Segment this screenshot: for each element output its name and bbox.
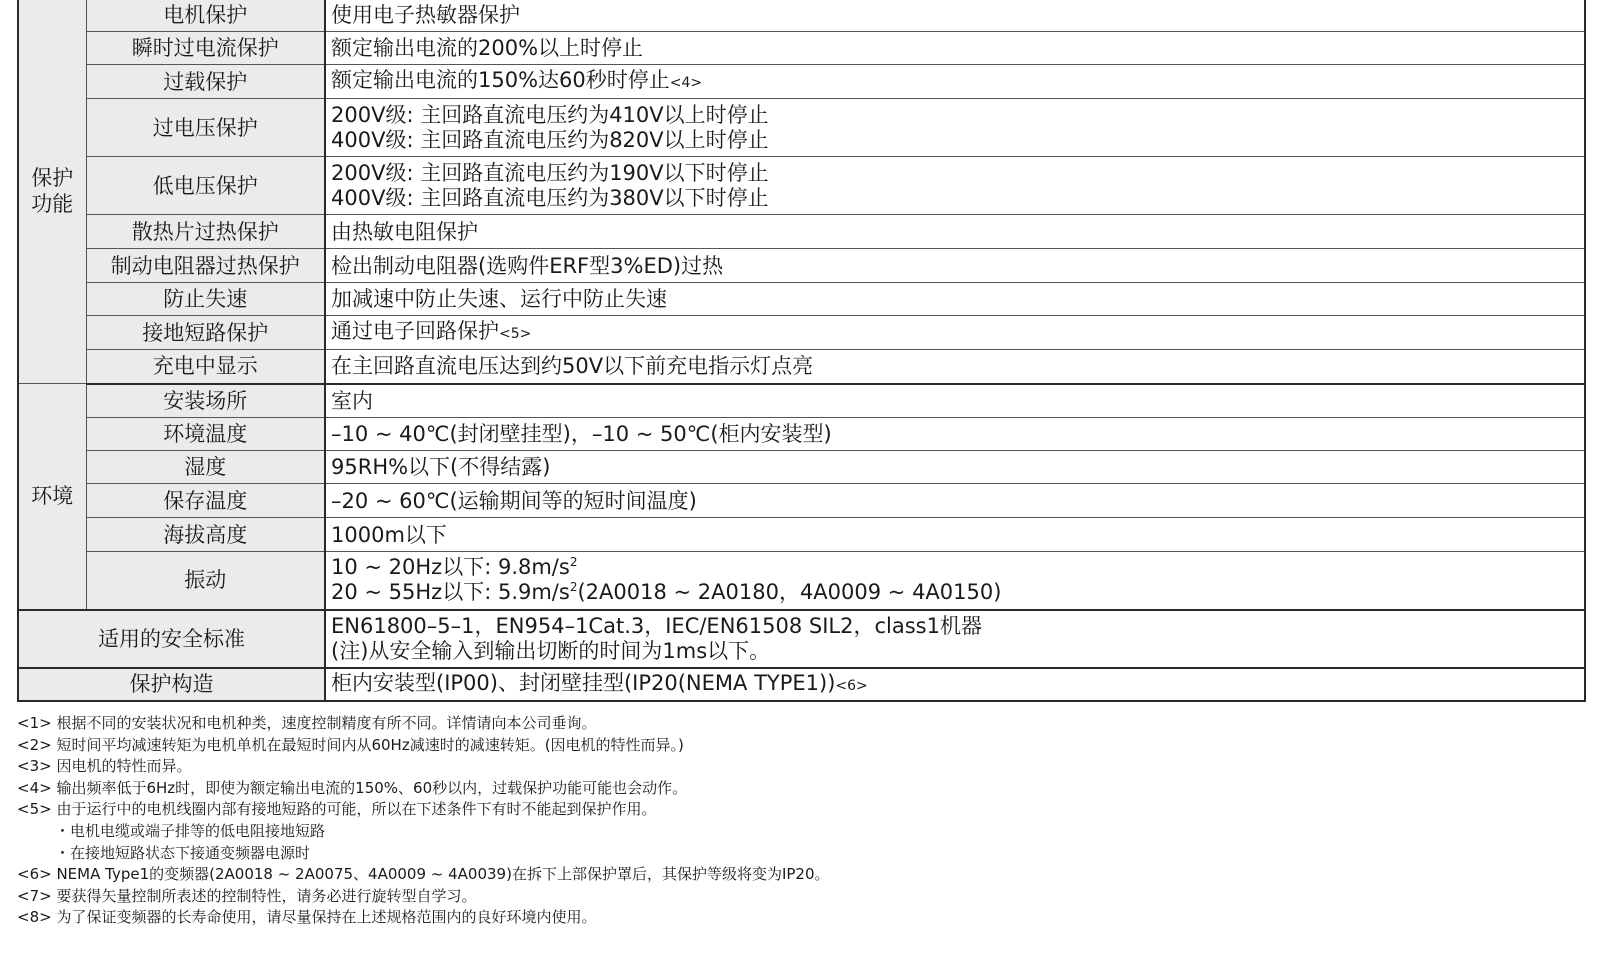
item-label: 制动电阻器过热保护 [86, 249, 325, 283]
item-label: 散热片过热保护 [86, 215, 325, 249]
item-label: 过电压保护 [86, 99, 325, 157]
value-line: 200V级: 主回路直流电压约为410V以上时停止 [331, 102, 769, 127]
footnote: <6> NEMA Type1的变频器(2A0018 ~ 2A0075、4A0009 ~ 4A0039)在拆下上部保护罩后，其保护等级将变为IP20。 [17, 865, 830, 884]
item-value: 由热敏电阻保护 [325, 215, 1585, 249]
footnote-ref: <4> [669, 75, 703, 91]
value-text: 20 ~ 55Hz以下: 5.9m/s [331, 580, 570, 605]
table-row [18, 384, 1585, 418]
value-line: 400V级: 主回路直流电压约为820V以上时停止 [331, 127, 769, 152]
value-text: 额定输出电流的150%达60秒时停止 [331, 68, 670, 92]
group-label: 保护功能 [31, 166, 74, 216]
footnote-ref: <6> [835, 677, 868, 694]
item-label: 瞬时过电流保护 [86, 32, 325, 65]
spec-table [17, 0, 1586, 702]
table-row [18, 316, 1585, 350]
value-line [331, 555, 1584, 580]
item-value [325, 552, 1585, 610]
value-line: 400V级: 主回路直流电压约为380V以下时停止 [331, 185, 769, 210]
footnote: <5> 由于运行中的电机线圈内部有接地短路的可能，所以在下述条件下有时不能起到保护作用。 [17, 800, 657, 819]
item-value [325, 610, 1585, 668]
footnote-bullet: ・在接地短路状态下接通变频器电源时 [55, 843, 311, 862]
item-value [325, 65, 1585, 99]
superscript: 2 [569, 555, 578, 570]
item-label: 电机保护 [86, 0, 325, 32]
item-label: 接地短路保护 [86, 316, 325, 350]
footnote-bullet: ・电机电缆或端子排等的低电阻接地短路 [55, 821, 326, 840]
item-value: 检出制动电阻器(选购件ERF型3%ED)过热 [325, 249, 1585, 283]
item-value: 1000m以下 [325, 518, 1585, 552]
table-row [18, 610, 1585, 668]
table-row [18, 350, 1585, 384]
value-text: 通过电子回路保护 [331, 319, 499, 343]
value-line: EN61800–5–1，EN954–1Cat.3，IEC/EN61508 SIL2，class1机器 [331, 613, 982, 638]
value-line: (注)从安全输入到输出切断的时间为1ms以下。 [331, 638, 771, 663]
table-row [18, 484, 1585, 518]
item-label: 海拔高度 [86, 518, 325, 552]
value-line: 200V级: 主回路直流电压约为190V以下时停止 [331, 160, 769, 185]
value-text: 10 ~ 20Hz以下: 9.8m/s [331, 555, 570, 580]
item-label: 防止失速 [86, 283, 325, 316]
value-text: 柜内安装型(IP00)、封闭壁挂型(IP20(NEMA TYPE1)) [331, 670, 836, 695]
footnote: <4> 输出频率低于6Hz时，即使为额定输出电流的150%、60秒以内，过载保护功能可能也会动作。 [17, 778, 688, 797]
table-row [18, 283, 1585, 316]
item-value [325, 157, 1585, 215]
value-text: (2A0018 ~ 2A0180，4A0009 ~ 4A0150) [577, 580, 1002, 605]
item-value: –20 ~ 60℃(运输期间等的短时间温度) [325, 484, 1585, 518]
footnote-ref: <5> [499, 326, 532, 342]
item-label: 保护构造 [18, 668, 325, 701]
table-row [18, 451, 1585, 484]
table-row [18, 32, 1585, 65]
group-environment [18, 384, 86, 610]
footnote: <2> 短时间平均减速转矩为电机单机在最短时间内从60Hz减速时的减速转矩。(因电机的特性而异。) [17, 735, 684, 754]
item-label: 安装场所 [86, 384, 325, 418]
item-label: 低电压保护 [86, 157, 325, 215]
item-value: 室内 [325, 384, 1585, 418]
item-label: 湿度 [86, 451, 325, 484]
item-label: 充电中显示 [86, 350, 325, 384]
table-row [18, 65, 1585, 99]
group-protection [18, 0, 86, 384]
item-label: 保存温度 [86, 484, 325, 518]
footnote: <1> 根据不同的安装状况和电机种类，速度控制精度有所不同。详情请向本公司垂询。 [17, 714, 597, 732]
table-row [18, 249, 1585, 283]
item-value: 95RH%以下(不得结露) [325, 451, 1585, 484]
item-label: 适用的安全标准 [18, 610, 325, 668]
table-row [18, 552, 1585, 610]
value-line [331, 580, 1584, 605]
superscript: 2 [569, 580, 578, 595]
item-label: 振动 [86, 552, 325, 610]
footnote: <3> 因电机的特性而异。 [17, 757, 192, 776]
item-value: 在主回路直流电压达到约50V以下前充电指示灯点亮 [325, 350, 1585, 384]
footnote: <8> 为了保证变频器的长寿命使用，请尽量保持在上述规格范围内的良好环境内使用。 [17, 908, 597, 927]
table-row [18, 215, 1585, 249]
item-value [325, 99, 1585, 157]
group-label: 环境 [31, 484, 74, 509]
table-row [18, 0, 1585, 32]
table-row [18, 518, 1585, 552]
item-value [325, 316, 1585, 350]
item-value: 使用电子热敏器保护 [325, 0, 1585, 32]
item-value [325, 668, 1585, 701]
item-label: 环境温度 [86, 418, 325, 451]
footnotes [17, 713, 1577, 929]
table-row [18, 668, 1585, 701]
item-label: 过载保护 [86, 65, 325, 99]
item-value: 加减速中防止失速、运行中防止失速 [325, 283, 1585, 316]
table-row [18, 99, 1585, 157]
table-row [18, 418, 1585, 451]
footnote: <7> 要获得矢量控制所表述的控制特性，请务必进行旋转型自学习。 [17, 886, 477, 905]
table-row [18, 157, 1585, 215]
item-value: –10 ~ 40℃(封闭壁挂型)，–10 ~ 50℃(柜内安装型) [325, 418, 1585, 451]
item-value: 额定输出电流的200%以上时停止 [325, 32, 1585, 65]
